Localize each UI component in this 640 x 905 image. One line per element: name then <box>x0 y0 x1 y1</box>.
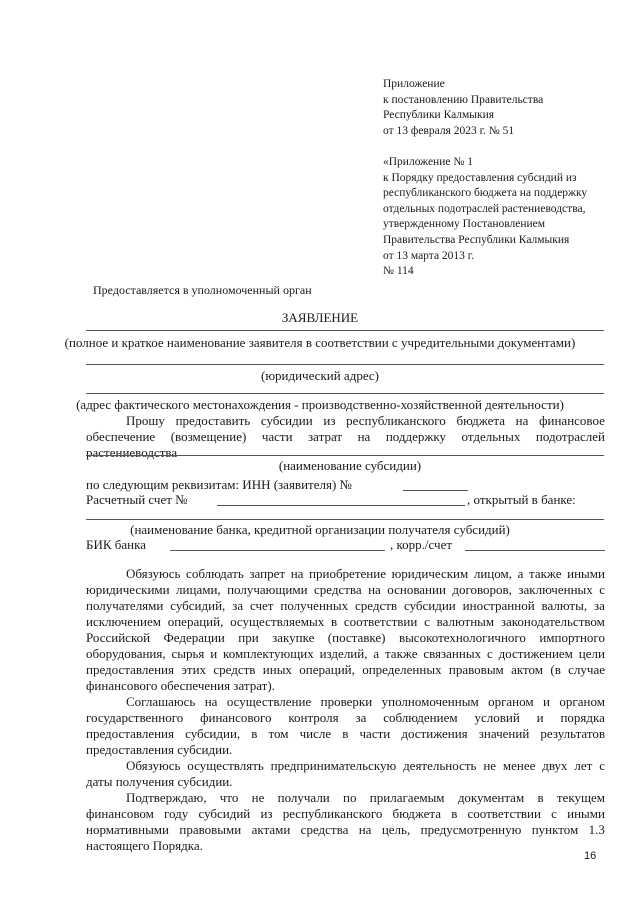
word: с <box>424 614 430 629</box>
corr-account-field[interactable] <box>465 550 605 551</box>
account-field[interactable] <box>217 505 465 506</box>
word: заключенных <box>518 582 593 597</box>
word: не <box>251 790 265 805</box>
word: средства <box>313 582 362 597</box>
word: году <box>164 806 189 821</box>
word: субсидии <box>403 598 456 613</box>
word: части <box>359 726 391 741</box>
word: нормативными <box>86 822 169 837</box>
word: лет <box>574 758 593 773</box>
word: получателями <box>86 598 164 613</box>
word: из <box>260 806 273 821</box>
word: соблюдением <box>383 710 458 725</box>
word: отдельных <box>461 429 521 444</box>
word: комплектующих <box>223 646 314 661</box>
word: пунктом <box>531 822 579 837</box>
word: Обязуюсь <box>126 566 181 581</box>
word: изделий, <box>319 646 368 661</box>
word: Федерации <box>163 630 225 645</box>
word: с <box>599 582 605 597</box>
word: предоставления субсидии. <box>86 742 233 757</box>
word: Российской <box>86 630 151 645</box>
word: и <box>536 710 544 725</box>
appendix1-line: к Порядку предоставления субсидий из <box>383 171 577 184</box>
word: достижением <box>498 646 573 661</box>
word: актом <box>511 662 544 677</box>
word: числе <box>299 726 332 741</box>
word: двух <box>542 758 568 773</box>
confirmation-paragraph <box>86 790 605 854</box>
bik-field[interactable] <box>170 550 385 551</box>
appendix1-line: от 13 марта 2013 г. <box>383 249 475 262</box>
word: средств <box>213 662 256 677</box>
obligation-paragraph <box>86 566 605 694</box>
word: Соглашаюсь <box>126 694 196 709</box>
word: подотраслей <box>535 429 605 444</box>
word: иных <box>262 662 292 677</box>
word: порядка <box>560 710 605 725</box>
word: субсидии <box>260 413 313 428</box>
appendix-line: Республики Калмыкия <box>383 109 495 122</box>
word: в <box>251 726 258 741</box>
request-line-2 <box>86 429 605 445</box>
text-line <box>86 822 605 838</box>
word: финансовом <box>86 806 154 821</box>
request-line-1 <box>86 413 605 429</box>
word: что <box>219 790 239 805</box>
word: поддержку <box>385 429 447 444</box>
word: значений <box>478 726 530 741</box>
text-line <box>86 758 605 774</box>
word: бюджета <box>392 806 442 821</box>
word: осуществлять <box>187 758 264 773</box>
appendix1-line: «Приложение № 1 <box>383 156 473 168</box>
document-title: ЗАЯВЛЕНИЕ <box>281 310 359 325</box>
subsidy-name-caption: (наименование субсидии) <box>278 458 422 473</box>
word: том <box>268 726 289 741</box>
word: на <box>357 429 371 444</box>
word: случае <box>568 662 605 677</box>
word: финансового обеспечения затрат). <box>86 678 275 693</box>
text-line <box>86 630 605 646</box>
word: достижения <box>401 726 468 741</box>
word: республиканского <box>282 806 383 821</box>
word: операций, <box>299 662 355 677</box>
word: средств <box>355 598 398 613</box>
word: за <box>593 598 605 613</box>
appendix1-line: отдельных подотраслей растениеводства, <box>383 202 586 215</box>
word: получали <box>277 790 330 805</box>
word: на <box>204 694 218 709</box>
actual-address-caption: (адрес фактического местонахождения - производственно-хозяйственной деятельности) <box>76 397 564 412</box>
word: за <box>355 710 367 725</box>
bank-name-field[interactable] <box>86 519 604 520</box>
appendix-line: от 13 февраля 2023 г. № 51 <box>383 124 515 137</box>
word: не <box>483 758 497 773</box>
word: настоящего Порядка. <box>86 838 203 853</box>
word: правовым <box>448 662 504 677</box>
text-line <box>86 582 605 598</box>
bank-name-caption: (наименование банка, кредитной организации получателя субсидий) <box>130 522 510 537</box>
word: сырья <box>171 646 205 661</box>
word: с <box>599 758 605 773</box>
word: (возмещение) <box>170 429 247 444</box>
word: актами <box>251 822 291 837</box>
word: полученных <box>280 598 349 613</box>
word: финансового <box>200 710 272 725</box>
text-line <box>86 614 605 630</box>
word: законодательством <box>500 614 605 629</box>
appendix1-block <box>383 155 587 280</box>
legal-address-caption: (юридический адрес) <box>260 368 380 383</box>
word: иными <box>567 566 605 581</box>
account-label: Расчетный счет № <box>86 492 188 507</box>
word: цель, <box>381 822 411 837</box>
text-line <box>86 598 605 614</box>
appendix-line: к постановлению Правительства <box>383 93 544 106</box>
word: в <box>331 614 338 629</box>
word: государственного <box>86 710 184 725</box>
word: Обязуюсь <box>126 758 181 773</box>
word: на <box>290 566 304 581</box>
word: (в <box>550 662 561 677</box>
word: контроля <box>288 710 339 725</box>
page-number: 16 <box>584 850 597 862</box>
appendix-block <box>383 77 543 139</box>
word: субсидий <box>198 806 251 821</box>
word: в <box>451 806 458 821</box>
word: и <box>543 694 550 709</box>
appendix1-line: утвержденному Постановлением <box>383 218 546 231</box>
word: с <box>551 806 557 821</box>
requisites-intro: по следующим реквизитам: ИНН (заявителя) № <box>86 477 352 492</box>
inspection-consent-paragraph <box>86 694 605 758</box>
word: соответствии <box>467 806 541 821</box>
applicant-name-caption: (полное и краткое наименование заявителя в соответствии с учредительными документами) <box>64 335 576 350</box>
word: субсидий, <box>170 598 226 613</box>
word: на <box>515 413 529 428</box>
word: операций, <box>167 614 224 629</box>
bik-label: БИК банка <box>86 537 147 552</box>
word: обеспечение <box>86 429 156 444</box>
word: валюты, <box>541 598 588 613</box>
word: на <box>368 582 381 597</box>
word: части <box>261 429 293 444</box>
text-line <box>86 790 605 806</box>
word: даты получения субсидии. <box>86 774 233 789</box>
word: также <box>528 566 562 581</box>
text-line <box>86 662 605 678</box>
word: Подтверждаю, <box>126 790 207 805</box>
word: 1.3 <box>588 822 605 837</box>
word: счет <box>249 598 274 613</box>
word: при <box>238 630 259 645</box>
word: республиканского <box>346 413 446 428</box>
corr-account-label: , корр./счет <box>390 537 453 552</box>
word: средства <box>300 822 349 837</box>
word: предоставить <box>175 413 251 428</box>
word: по <box>343 790 357 805</box>
text-line <box>86 806 605 822</box>
provided-to-line: Предоставляется в уполномоченный орган <box>93 283 312 297</box>
word: юридическим <box>391 566 469 581</box>
text-line <box>86 774 605 790</box>
legal-address-field[interactable] <box>86 364 604 365</box>
word: результатов <box>540 726 605 741</box>
word: соблюдать <box>186 566 244 581</box>
word: за <box>232 598 244 613</box>
word: бюджета <box>456 413 505 428</box>
word: этих <box>181 662 207 677</box>
request-paragraph <box>86 413 605 461</box>
word: Прошу <box>126 413 165 428</box>
word: приобретение <box>309 566 386 581</box>
inn-field[interactable] <box>403 490 468 491</box>
opened-in-bank-label: , открытый в банке: <box>467 492 576 507</box>
appendix-line: Приложение <box>383 78 445 90</box>
word: правовыми <box>179 822 242 837</box>
word: на <box>358 822 372 837</box>
word: органом <box>559 694 605 709</box>
text-line <box>86 726 605 742</box>
word: органом <box>488 694 534 709</box>
word: документам <box>457 790 525 805</box>
word: затрат <box>308 429 343 444</box>
word: менее <box>502 758 536 773</box>
word: основании <box>387 582 446 597</box>
word: уполномоченным <box>381 694 479 709</box>
word: иными <box>567 806 605 821</box>
subsidy-name-field[interactable] <box>86 455 604 456</box>
word: иностранной <box>462 598 535 613</box>
word: растениеводства <box>86 445 178 460</box>
word: оборудования, <box>86 646 166 661</box>
word: соответствии <box>343 614 418 629</box>
applicant-name-field[interactable] <box>86 330 604 331</box>
word: текущем <box>556 790 605 805</box>
word: с <box>486 646 493 661</box>
word: цели <box>578 646 605 661</box>
text-line <box>86 838 605 854</box>
word: прилагаемым <box>369 790 445 805</box>
text-line <box>86 678 605 694</box>
business-obligation-paragraph <box>86 758 605 790</box>
text-line <box>86 646 605 662</box>
word: а <box>373 646 380 661</box>
appendix1-line: № 114 <box>383 265 414 278</box>
word: запрет <box>249 566 286 581</box>
appendix1-line: республиканского бюджета на поддержку <box>383 187 588 200</box>
word: предоставления <box>86 726 174 741</box>
word: также <box>384 646 418 661</box>
word: проверки <box>320 694 373 709</box>
word: предпринимательскую <box>270 758 397 773</box>
word: субсидии, <box>185 726 241 741</box>
word: деятельность <box>403 758 477 773</box>
word: условий <box>474 710 520 725</box>
word: валютным <box>436 614 495 629</box>
text-line <box>86 742 605 758</box>
word: договоров, <box>452 582 512 597</box>
word: в <box>342 726 349 741</box>
word: лицами, <box>176 582 221 597</box>
word: в <box>537 790 544 805</box>
appendix1-line: Правительства Республики Калмыкия <box>383 233 570 246</box>
word: предусмотренную <box>420 822 522 837</box>
word: предоставления <box>86 662 174 677</box>
word: исключением <box>86 614 161 629</box>
word: а <box>517 566 524 581</box>
word: лицом, <box>473 566 512 581</box>
word: закупке <box>272 630 315 645</box>
word: определенных <box>362 662 442 677</box>
actual-address-field[interactable] <box>86 393 604 394</box>
word: и <box>210 646 218 661</box>
word: финансовое <box>539 413 605 428</box>
word: связанных <box>423 646 482 661</box>
text-line <box>86 694 605 710</box>
word: из <box>323 413 336 428</box>
word: получающими <box>227 582 308 597</box>
word: юридическими <box>86 582 170 597</box>
word: осуществляемых <box>230 614 325 629</box>
word: (поставке) <box>327 630 386 645</box>
word: импортного <box>539 630 605 645</box>
word: высокотехнологичного <box>398 630 526 645</box>
text-line <box>86 710 605 726</box>
text-line <box>86 566 605 582</box>
word: осуществление <box>226 694 312 709</box>
